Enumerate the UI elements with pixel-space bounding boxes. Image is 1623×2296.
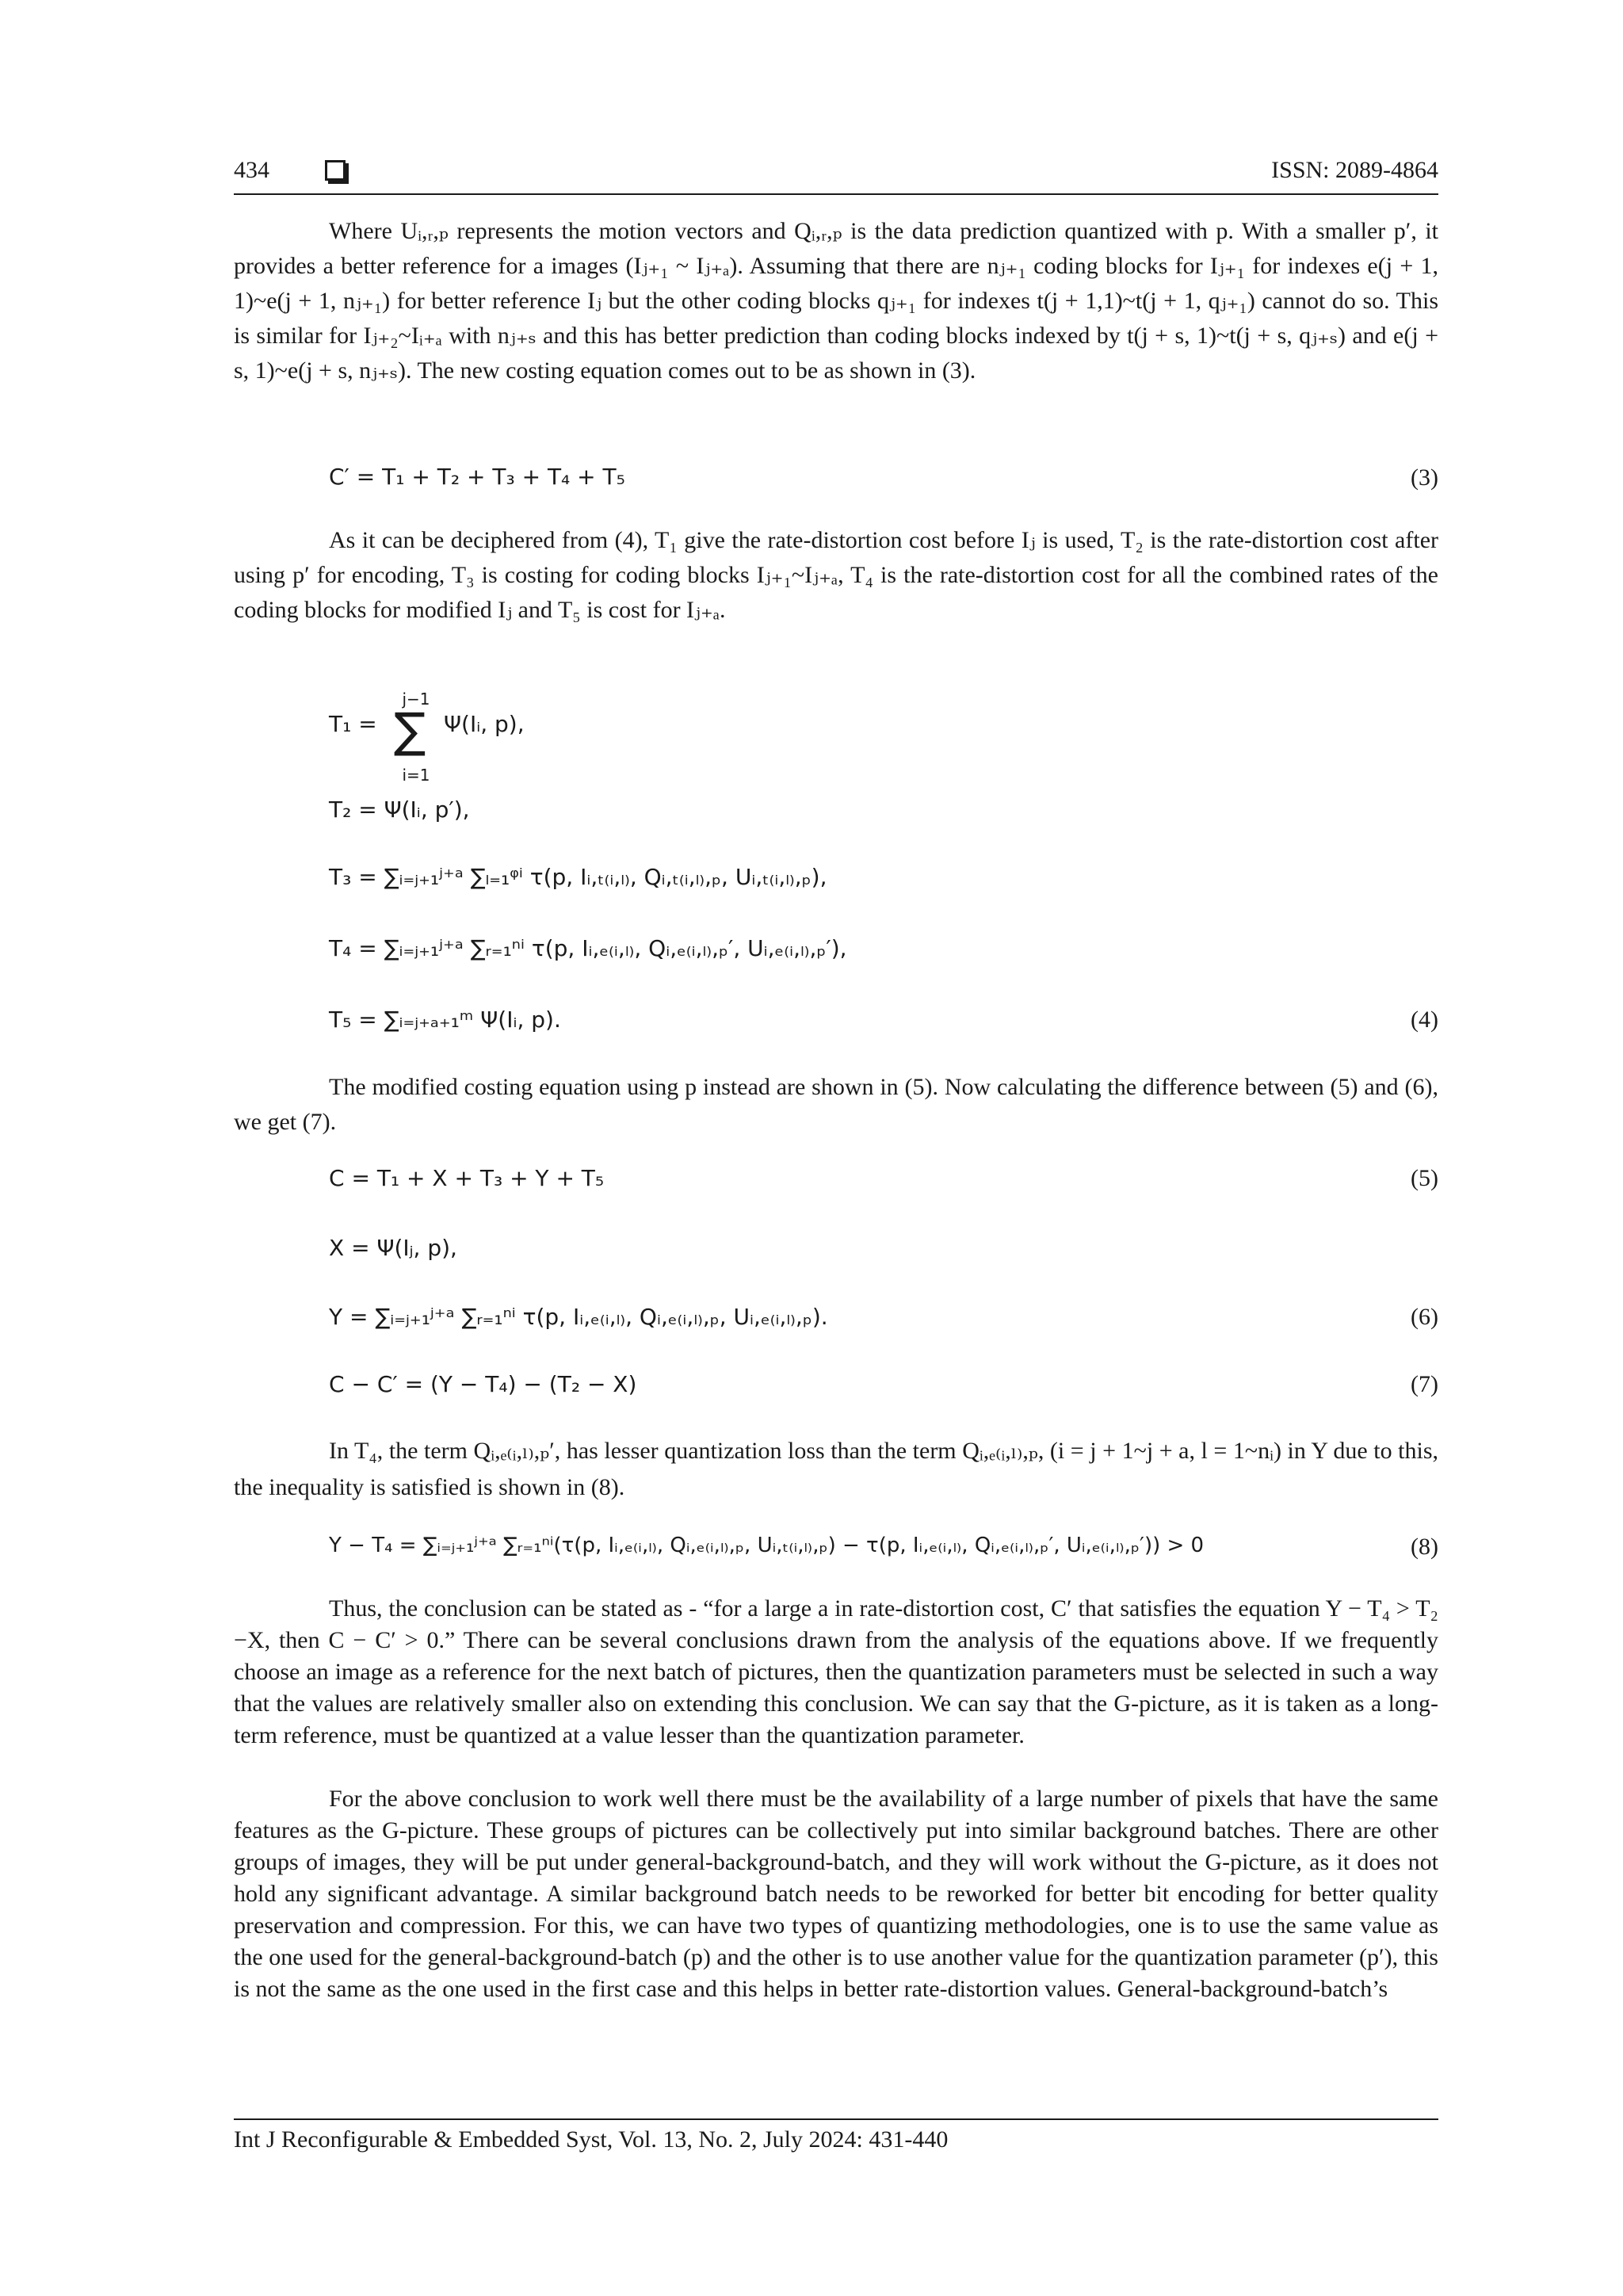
journal-citation: Int J Reconfigurable & Embedded Syst, Vol. 13, No. 2, July 2024: 431-440	[234, 2126, 949, 2153]
issn-label: ISSN: 2089-4864	[1271, 157, 1438, 183]
equation-number-3: (3)	[1411, 464, 1438, 491]
summation-t1	[392, 690, 440, 785]
equation-5: C = T₁ + X + T₃ + Y + T₅	[329, 1165, 605, 1191]
checkbox-square-icon	[325, 160, 346, 181]
paragraph-quantization-loss: In T₄, the term Qᵢ,ₑ₍ᵢ,ₗ₎,ₚ′, has lesser quantization loss than the term Qᵢ,ₑ₍ᵢ,ₗ₎,ₚ, (i = j + 1~j + a, l = 1~nᵢ) in Y due to this, the inequality is satisfied is shown in (8).	[234, 1438, 1438, 1500]
equation-y: Y = ∑ᵢ₌ⱼ₊₁ʲ⁺ᵃ ∑ᵣ₌₁ⁿⁱ τ(p, Iᵢ,ₑ₍ᵢ,ₗ₎, Qᵢ,ₑ₍ᵢ,ₗ₎,ₚ, Uᵢ,ₑ₍ᵢ,ₗ₎,ₚ).	[329, 1304, 828, 1330]
sigma-icon: ∑	[394, 703, 426, 758]
equation-number-6: (6)	[1411, 1304, 1438, 1330]
summation-lower-limit: i=1	[402, 766, 430, 785]
paragraph-conclusion: Thus, the conclusion can be stated as - “for a large a in rate-distortion cost, C′ that satisfies the equation Y − T₄ > T₂ −X, then C − C′ > 0.” There can be several conclusions drawn from the analysis of the equations above. If we frequently choose an image as a reference for the next batch of pictures, then the quantization parameters must be selected in such a way that the values are relatively smaller also on extending this conclusion. We can say that the G-picture, as it is taken as a long-term reference, must be quantized at a value lesser than the quantization parameter.	[234, 1595, 1438, 1748]
equation-t1-lhs: T₁ =	[329, 711, 377, 737]
equation-t2: T₂ = Ψ(Iᵢ, p′),	[329, 797, 470, 823]
footer-rule	[234, 2118, 1438, 2120]
paragraph-motion-vectors: Where Uᵢ,ᵣ,ₚ represents the motion vectors and Qᵢ,ᵣ,ₚ is the data prediction quantized with p. With a smaller p′, it provides a better reference for a images (Iⱼ₊₁ ~ Iⱼ₊ₐ). Assuming that there are nⱼ₊₁ coding blocks for Iⱼ₊₁ for indexes e(j + 1, 1)~e(j + 1, nⱼ₊₁) for better reference Iⱼ but the other coding blocks qⱼ₊₁ for indexes t(j + 1,1)~t(j + 1, qⱼ₊₁) cannot do so. This is similar for Iⱼ₊₂~Iᵢ₊ₐ with nⱼ₊ₛ and this has better prediction than coding blocks indexed by t(j + s, 1)~t(j + s, qⱼ₊ₛ) and e(j + s, 1)~e(j + s, nⱼ₊ₛ). The new costing equation comes out to be as shown in (3).	[234, 218, 1438, 384]
equation-x: X = Ψ(Iⱼ, p),	[329, 1235, 457, 1261]
summation-upper-limit: j−1	[402, 690, 430, 709]
equation-t5: T₅ = ∑ᵢ₌ⱼ₊ₐ₊₁ᵐ Ψ(Iᵢ, p).	[329, 1007, 561, 1033]
equation-number-7: (7)	[1411, 1371, 1438, 1397]
page-number: 434	[234, 157, 269, 183]
equation-3: C′ = T₁ + T₂ + T₃ + T₄ + T₅	[329, 464, 625, 490]
equation-8: Y − T₄ = ∑ᵢ₌ⱼ₊₁ʲ⁺ᵃ ∑ᵣ₌₁ⁿⁱ(τ(p, Iᵢ,ₑ₍ᵢ,ₗ₎, Qᵢ,ₑ₍ᵢ,ₗ₎,ₚ, Uᵢ,ₜ₍ᵢ,ₗ₎,ₚ) − τ(p, Iᵢ,ₑ₍ᵢ,ₗ₎, Qᵢ,ₑ₍ᵢ,ₗ₎,ₚ′, Uᵢ,ₑ₍ᵢ,ₗ₎,ₚ′)) > 0	[329, 1534, 1205, 1557]
equation-t3: T₃ = ∑ᵢ₌ⱼ₊₁ʲ⁺ᵃ ∑ₗ₌₁ᵠⁱ τ(p, Iᵢ,ₜ₍ᵢ,ₗ₎, Qᵢ,ₜ₍ᵢ,ₗ₎,ₚ, Uᵢ,ₜ₍ᵢ,ₗ₎,ₚ),	[329, 864, 827, 890]
equation-t1-rhs: Ψ(Iᵢ, p),	[444, 711, 525, 737]
header-rule	[234, 193, 1438, 195]
equation-t4: T₄ = ∑ᵢ₌ⱼ₊₁ʲ⁺ᵃ ∑ᵣ₌₁ⁿⁱ τ(p, Iᵢ,ₑ₍ᵢ,ₗ₎, Qᵢ,ₑ₍ᵢ,ₗ₎,ₚ′, Uᵢ,ₑ₍ᵢ,ₗ₎,ₚ′),	[329, 935, 847, 961]
equation-number-5: (5)	[1411, 1165, 1438, 1191]
page-header	[234, 157, 1438, 192]
equation-number-4: (4)	[1411, 1007, 1438, 1033]
paragraph-cost-terms: As it can be deciphered from (4), T₁ give the rate-distortion cost before Iⱼ is used, T₂ is the rate-distortion cost after using p′ for encoding, T₃ is costing for coding blocks Iⱼ₊₁~Iⱼ₊ₐ, T₄ is the rate-distortion cost for all the combined rates of the coding blocks for modified Iⱼ and T₅ is cost for Iⱼ₊ₐ.	[234, 527, 1438, 623]
paragraph-modified-costing: The modified costing equation using p instead are shown in (5). Now calculating the difference between (5) and (6), we get (7).	[234, 1074, 1438, 1135]
equation-7: C − C′ = (Y − T₄) − (T₂ − X)	[329, 1371, 637, 1397]
equation-number-8: (8)	[1411, 1534, 1438, 1560]
paragraph-g-picture: For the above conclusion to work well there must be the availability of a large number of pixels that have the same features as the G-picture. These groups of pictures can be collectively put into similar background batches. There are other groups of images, they will be put under general-background-batch, and they will work without the G-picture, as it does not hold any significant advantage. A similar background batch needs to be reworked for better bit encoding for better quality preservation and compression. For this, we can have two types of quantizing methodologies, one is to use the same value as the one used for the general-background-batch (p) and the other is to use another value for the quantization parameter (p′), this is not the same as the one used in the first case and this helps in better rate-distortion values. General-background-batch’s	[234, 1786, 1438, 2002]
